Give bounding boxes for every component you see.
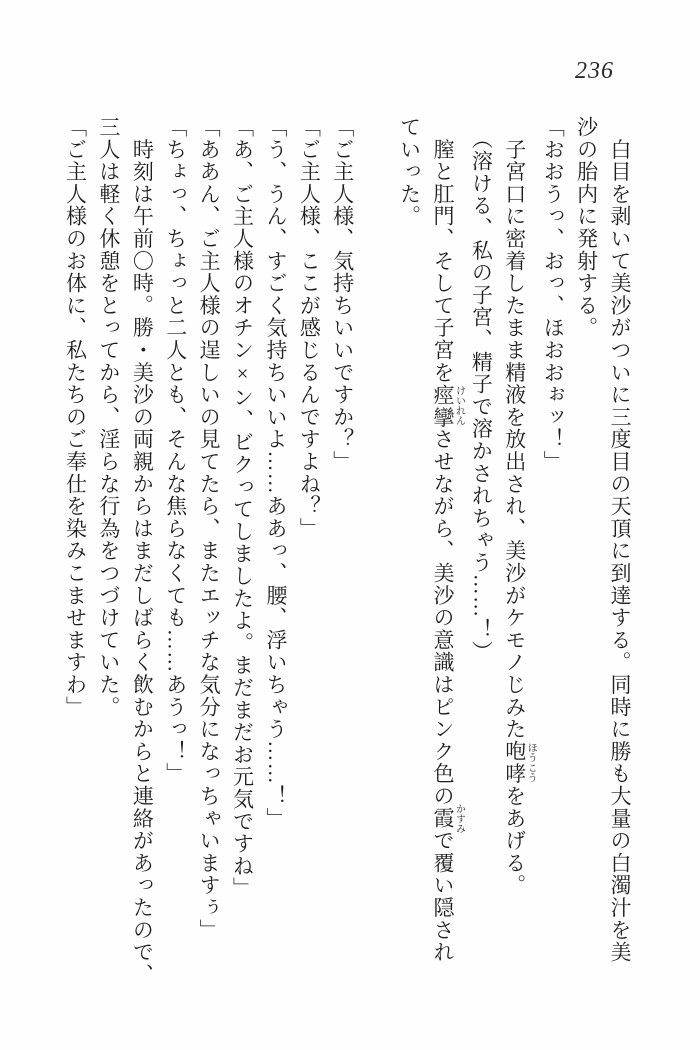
text-line: 子宮口に密着したまま精液を放出され、美沙がケモノじみた咆哮ほうこうをあげる。 [502, 116, 537, 897]
text-line: 「おおうっ、おっ、ほおおぉッ！」 [541, 116, 566, 473]
text-line: 時刻は午前〇時。勝・美沙の両親からはまだしばらく飲むからと連絡があったので、 [130, 116, 155, 986]
text-line: （溶ける、私の子宮、精子で溶かされちゃう……！） [469, 116, 494, 663]
text-line: ていった。 [397, 116, 422, 228]
text-line: 白目を剥いて美沙がついに三度目の天頂に到達する。同時に勝も大量の白濁汁を美 [608, 116, 632, 964]
text-line: 「ああん、ご主人様の逞しいの見てたら、またエッチな気分になっちゃいますぅ」 [197, 116, 222, 942]
text-line: 沙の胎内に発射する。 [574, 116, 599, 339]
page-number: 236 [575, 58, 614, 84]
ruby-annotated-word: 咆哮ほうこう [502, 740, 537, 786]
text-line: 「ご主人様のお体に、私たちのご奉仕を染みこませますわ」 [63, 116, 88, 719]
text-line: 「あ、ご主人様のオチン×ン、ビクってしましたよ。まだまだお元気ですね」 [230, 116, 255, 900]
text-line: 膣と肛門、そして子宮を痙攣けいれんさせながら、美沙の意識はピンク色の霞かすみで覆い隠され [430, 116, 465, 964]
text-line: 「ご主人様、気持ちいいですか？」 [330, 116, 355, 473]
text-line: 三人は軽く休憩をとってから、淫らな行為をつづけていた。 [96, 116, 121, 719]
text-line [359, 116, 392, 998]
text-line: 「ちょっ、ちょっと二人とも、そんな焦らなくても……あうっ！」 [163, 116, 188, 785]
text-line: 「ご主人様、ここが感じるんですよね？」 [297, 116, 322, 540]
text-block [58, 116, 636, 998]
ruby-annotated-word: 霞かすみ [430, 803, 465, 834]
text-line: 「う、うん、すごく気持ちいいよ……ああっ、腰、浮いちゃう……！」 [263, 116, 288, 830]
ruby-annotated-word: 痙攣けいれん [430, 383, 465, 429]
